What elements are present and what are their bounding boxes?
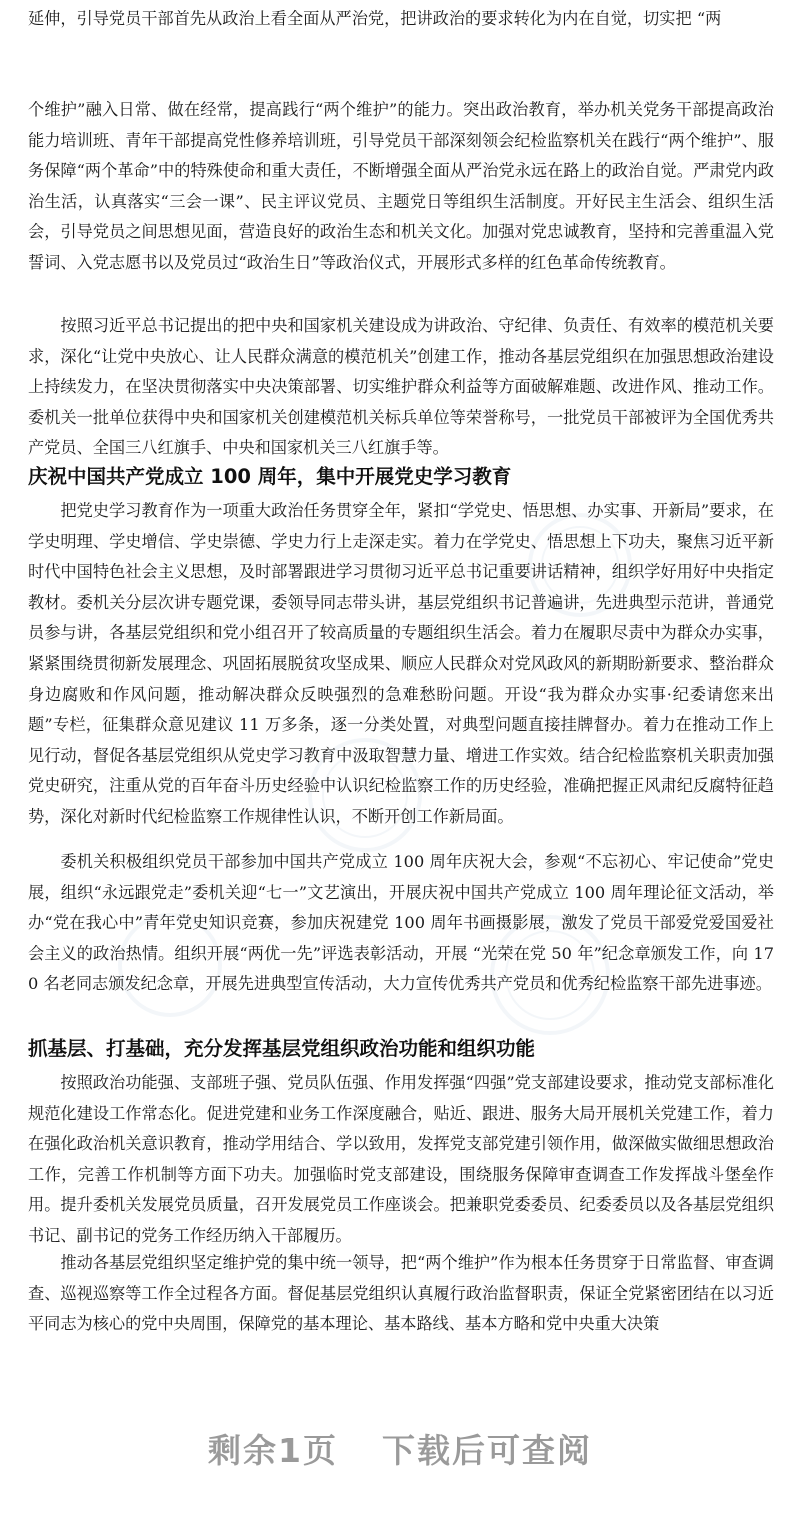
paragraph-branch-standards: 按照政治功能强、支部班子强、党员队伍强、作用发挥强“四强”党支部建设要求，推动党支部标准化规范化建设工作常态化。促进党建和业务工作深度融合，贴近、跟进、服务大局开展机关党建工作，着力在强化政治机关意识教育，推动学用结合、学以致用，发挥党支部党建引领作用，做深做实做细思想政治工作，完善工作机制等方面下功夫。加强临时党支部建设，围绕服务保障审查调查工作发挥战斗堡垒作用。提升委机关发展党员质量，召开发展党员工作座谈会。把兼职党委委员、纪委委员以及各基层党组织书记、副书记的党务工作经历纳入干部履历。 bbox=[28, 1073, 774, 1245]
paragraph-political-education: 个维护”融入日常、做在经常，提高践行“两个维护”的能力。突出政治教育，举办机关党务干部提高政治能力培训班、青年干部提高党性修养培训班，引导党员干部深刻领会纪检监察机关在践行“两个维护”、服务保障“两个革命”中的特殊使命和重大责任，不断增强全面从严治党永远在路上的政治自觉。严肃党内政治生活，认真落实“三会一课”、民主评议党员、主题党日等组织生活制度。开好民主生活会、组织生活会，引导党员之间思想见面，营造良好的政治生态和机关文化。加强对党忠诚教育，坚持和完善重温入党誓词、入党志愿书以及党员过“政治生日”等政治仪式，开展形式多样的红色革命传统教育。 bbox=[28, 100, 774, 272]
section-heading-grassroots: 抓基层、打基础，充分发挥基层党组织政治功能和组织功能 bbox=[28, 1037, 536, 1060]
paragraph-unified-leadership: 推动各基层党组织坚定维护党的集中统一领导，把“两个维护”作为根本任务贯穿于日常监督、审查调查、巡视巡察等工作全过程各方面。督促基层党组织认真履行政治监督职责，保证全党紧密团结在以习近平同志为核心的党中央周围，保障党的基本理论、基本路线、基本方略和党中央重大决策 bbox=[28, 1253, 774, 1334]
download-hint-label: 下载后可查阅 bbox=[381, 1431, 592, 1470]
download-prompt[interactable] bbox=[0, 1425, 800, 1472]
remaining-pages-label: 剩余1页 bbox=[208, 1431, 338, 1470]
paragraph-model-organ: 按照习近平总书记提出的把中央和国家机关建设成为讲政治、守纪律、负责任、有效率的模范机关要求，深化“让党中央放心、让人民群众满意的模范机关”创建工作，推动各基层党组织在加强思想政治建设上持续发力，在坚决贯彻落实中央决策部署、切实维护群众利益等方面破解难题、改进作风、推动工作。委机关一批单位获得中央和国家机关创建模范机关标兵单位等荣誉称号，一批党员干部被评为全国优秀共产党员、全国三八红旗手、中央和国家机关三八红旗手等。 bbox=[28, 316, 774, 458]
continuation-line: 延伸，引导党员干部首先从政治上看全面从严治党，把讲政治的要求转化为内在自觉，切实把 “两 bbox=[28, 9, 722, 28]
paragraph-centenary-activities: 委机关积极组织党员干部参加中国共产党成立 100 周年庆祝大会，参观“不忘初心、牢记使命”党史展，组织“永远跟党走”委机关迎“七一”文艺演出，开展庆祝中国共产党成立 100 周年理论征文活动，举办“党在我心中”青年党史知识竞赛，参加庆祝建党 100 周年书画摄影展，激发了党员干部爱党爱国爱社会主义的政治热情。组织开展“两优一先”评选表彰活动，开展 “光荣在党 50 年”纪念章颁发工作，向 170 名老同志颁发纪念章，开展先进典型宣传活动，大力宣传优秀共产党员和优秀纪检监察干部先进事迹。 bbox=[28, 852, 774, 994]
section-heading-party-history: 庆祝中国共产党成立 100 周年，集中开展党史学习教育 bbox=[28, 465, 512, 488]
paragraph-history-education: 把党史学习教育作为一项重大政治任务贯穿全年，紧扣“学党史、悟思想、办实事、开新局”要求，在学史明理、学史增信、学史崇德、学史力行上走深走实。着力在学党史、悟思想上下功夫，聚焦习近平新时代中国特色社会主义思想，及时部署跟进学习贯彻习近平总书记重要讲话精神，组织学好用好中央指定教材。委机关分层次讲专题党课，委领导同志带头讲，基层党组织书记普遍讲，先进典型示范讲，普通党员参与讲，各基层党组织和党小组召开了较高质量的专题组织生活会。着力在履职尽责中为群众办实事，紧紧围绕贯彻新发展理念、巩固拓展脱贫攻坚成果、顺应人民群众对党风政风的新期盼新要求、整治群众身边腐败和作风问题，推动解决群众反映强烈的急难愁盼问题。开设“我为群众办实事·纪委请您来出题”专栏，征集群众意见建议 11 万多条，逐一分类处置，对典型问题直接挂牌督办。着力在推动工作上见行动，督促各基层党组织从党史学习教育中汲取智慧力量、增进工作实效。结合纪检监察机关职责加强党史研究，注重从党的百年奋斗历史经验中认识纪检监察工作的历史经验，准确把握正风肃纪反腐特征趋势，深化对新时代纪检监察工作规律性认识，不断开创工作新局面。 bbox=[28, 501, 774, 826]
